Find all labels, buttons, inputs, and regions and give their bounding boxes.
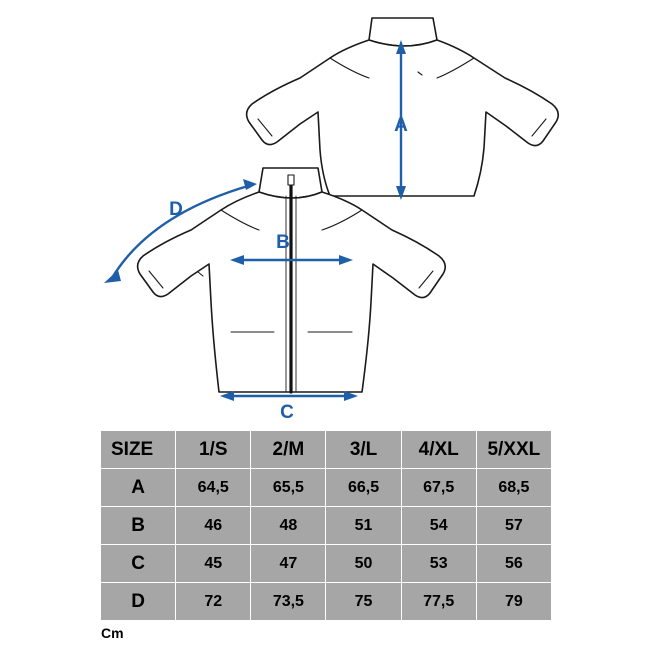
cell-b-m: 48 <box>251 507 326 545</box>
row-label-a: A <box>101 469 176 507</box>
cell-b-xxl: 57 <box>476 507 551 545</box>
measure-label-c: C <box>280 402 294 423</box>
table-row <box>101 545 552 583</box>
cell-b-l: 51 <box>326 507 401 545</box>
jacket-front-illustration <box>138 168 446 392</box>
table-header-xl: 4/XL <box>401 431 476 469</box>
size-table-container <box>100 430 552 621</box>
cell-c-l: 50 <box>326 545 401 583</box>
cell-d-xxl: 79 <box>476 583 551 621</box>
cell-b-s: 46 <box>176 507 251 545</box>
cell-a-xl: 67,5 <box>401 469 476 507</box>
row-label-c: C <box>101 545 176 583</box>
row-label-d: D <box>101 583 176 621</box>
measure-label-d: D <box>169 199 183 220</box>
cell-a-xxl: 68,5 <box>476 469 551 507</box>
cell-a-l: 66,5 <box>326 469 401 507</box>
table-row <box>101 583 552 621</box>
size-table <box>100 430 552 621</box>
table-header-xxl: 5/XXL <box>476 431 551 469</box>
measure-label-a: A <box>394 115 408 136</box>
cell-c-s: 45 <box>176 545 251 583</box>
cell-b-xl: 54 <box>401 507 476 545</box>
table-header-row <box>101 431 552 469</box>
table-header-m: 2/M <box>251 431 326 469</box>
unit-label: Cm <box>101 625 124 641</box>
table-row <box>101 507 552 545</box>
cell-d-m: 73,5 <box>251 583 326 621</box>
row-label-b: B <box>101 507 176 545</box>
cell-d-xl: 77,5 <box>401 583 476 621</box>
table-header-size: SIZE <box>101 431 176 469</box>
cell-d-l: 75 <box>326 583 401 621</box>
cell-c-xl: 53 <box>401 545 476 583</box>
table-header-s: 1/S <box>176 431 251 469</box>
table-header-l: 3/L <box>326 431 401 469</box>
table-row <box>101 469 552 507</box>
cell-a-m: 65,5 <box>251 469 326 507</box>
cell-a-s: 64,5 <box>176 469 251 507</box>
cell-c-m: 47 <box>251 545 326 583</box>
cell-d-s: 72 <box>176 583 251 621</box>
cell-c-xxl: 56 <box>476 545 551 583</box>
measure-label-b: B <box>276 232 290 253</box>
